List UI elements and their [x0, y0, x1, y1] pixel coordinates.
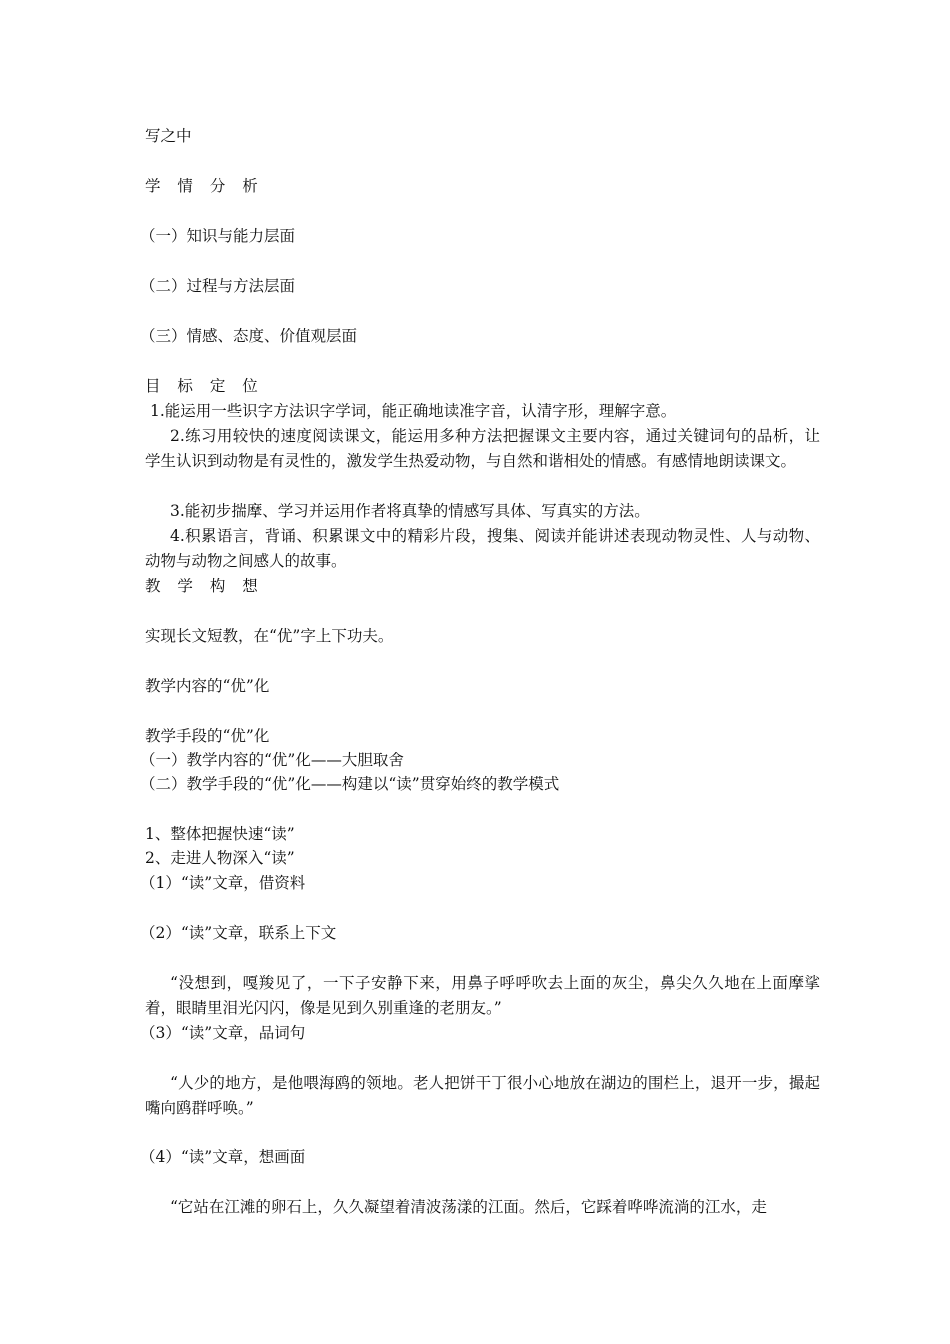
xueqing-item: （二）过程与方法层面	[140, 277, 296, 295]
gouxiang-point: 教学手段的“优”化	[145, 727, 270, 745]
read-item: （3）“读”文章，品词句	[140, 1024, 306, 1042]
quote-paragraph: “它站在江滩的卵石上，久久凝望着清波荡漾的江面。然后，它踩着哗哗流淌的江水，走	[170, 1198, 767, 1216]
section-heading-mubiao: 目 标 定 位	[145, 377, 264, 395]
xueqing-item: （一）知识与能力层面	[140, 227, 296, 245]
goal-item: 2.练习用较快的速度阅读课文，能运用多种方法把握课文主要内容，通过关键词句的品析，让学生认识到动物是有灵性的，激发学生热爱动物，与自然和谐相处的情感。有感情地朗读课文。	[145, 427, 820, 470]
step-item: 1、整体把握快速“读”	[145, 825, 295, 843]
step-item: 2、走进人物深入“读”	[145, 849, 295, 867]
read-item: （1）“读”文章，借资料	[140, 874, 306, 892]
title-line: 写之中	[145, 127, 192, 145]
quote-paragraph: “没想到，嘎羧见了，一下子安静下来，用鼻子呼呼吹去上面的灰尘，鼻尖久久地在上面摩挲着，眼睛里泪光闪闪，像是见到久别重逢的老朋友。”	[145, 974, 820, 1017]
section-heading-gouxiang: 教 学 构 想	[145, 577, 264, 595]
section-heading-xueqing: 学 情 分 析	[145, 177, 264, 195]
gouxiang-intro: 实现长文短教，在“优”字上下功夫。	[145, 627, 394, 645]
goal-item: 4.积累语言，背诵、积累课文中的精彩片段，搜集、阅读并能讲述表现动物灵性、人与动物、动物与动物之间感人的故事。	[145, 527, 820, 570]
gouxiang-point: 教学内容的“优”化	[145, 677, 270, 695]
read-item: （4）“读”文章，想画面	[140, 1148, 306, 1166]
quote-paragraph: “人少的地方，是他喂海鸥的领地。老人把饼干丁很小心地放在湖边的围栏上，退开一步，撮起嘴向鸥群呼唤。”	[145, 1074, 820, 1117]
sub-heading: （一）教学内容的“优”化——大胆取舍	[140, 751, 404, 769]
read-item: （2）“读”文章，联系上下文	[140, 924, 337, 942]
goal-item: 1.能运用一些识字方法识字学词，能正确地读准字音，认清字形，理解字意。	[150, 402, 677, 420]
xueqing-item: （三）情感、态度、价值观层面	[140, 327, 358, 345]
goal-item: 3.能初步揣摩、学习并运用作者将真挚的情感写具体、写真实的方法。	[170, 502, 650, 520]
sub-heading: （二）教学手段的“优”化——构建以“读”贯穿始终的教学模式	[140, 775, 560, 793]
